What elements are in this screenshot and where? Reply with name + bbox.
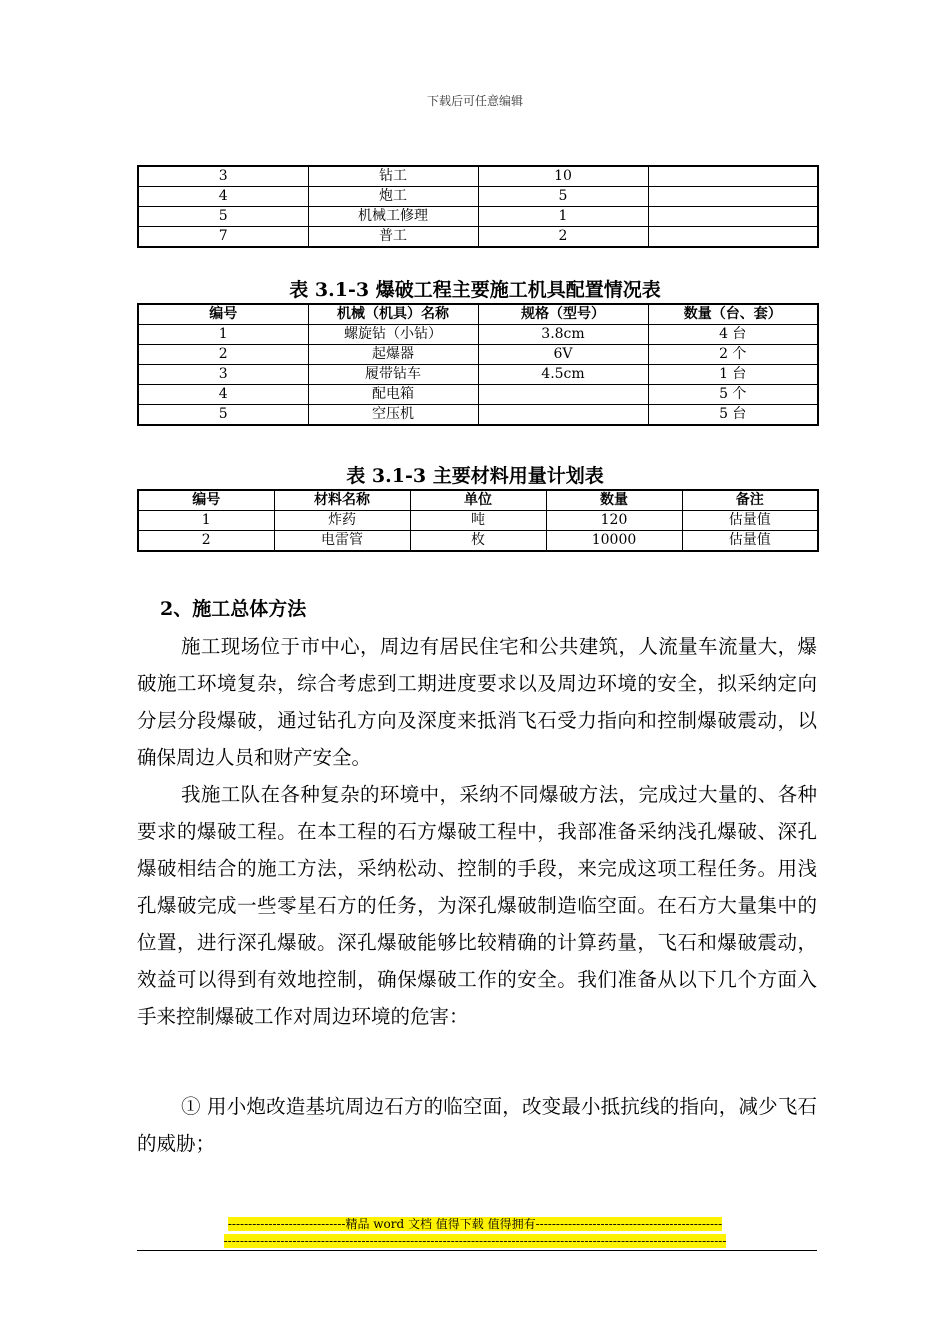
table-cell: 空压机 [308,405,478,426]
table-cell: 履带钻车 [308,365,478,385]
table-cell: 5 [478,187,648,207]
table-cell: 2 [138,345,308,365]
column-header: 编号 [138,490,274,511]
table-cell: 3 [138,166,308,187]
table-cell [478,405,648,426]
table-row [138,405,818,426]
table-cell: 5 个 [648,385,818,405]
column-header: 编号 [138,304,308,325]
footer-dashes-text: ---------------------------------------------------------------------------------------------------------------------------- [223,1234,727,1248]
table-cell: 3.8cm [478,325,648,345]
table-row [138,385,818,405]
table-row [138,345,818,365]
footer-banner [0,1216,950,1232]
column-header: 备注 [682,490,818,511]
table-cell: 2 [478,227,648,248]
body-paragraph: 我施工队在各种复杂的环境中，采纳不同爆破方法，完成过大量的、各种要求的爆破工程。在本工程的石方爆破工程中，我部准备采纳浅孔爆破、深孔爆破相结合的施工方法，采纳松动、控制的手段，来完成这项工程任务。用浅孔爆破完成一些零星石方的任务，为深孔爆破制造临空面。在石方大量集中的位置，进行深孔爆破。深孔爆破能够比较精确的计算药量，飞石和爆破震动，效益可以得到有效地控制，确保爆破工作的安全。我们准备从以下几个方面入手来控制爆破工作对周边环境的危害： [137,783,817,1028]
table-cell: 普工 [308,227,478,248]
table-cell: 炮工 [308,187,478,207]
table-cell [478,385,648,405]
table-cell: 机械工修理 [308,207,478,227]
table-header-row [138,304,818,325]
table-cell: 枚 [410,531,546,552]
table-cell: 6V [478,345,648,365]
table-cell: 钻工 [308,166,478,187]
table-cell: 4 [138,187,308,207]
footer-banner-text: -----------------------------精品 word 文档 值得下载 值得拥有---------------------------------------------- [227,1217,723,1231]
table-cell: 4 [138,385,308,405]
table-cell: 7 [138,227,308,248]
table-cell: 1 [138,325,308,345]
table-cell: 5 [138,405,308,426]
table-cell [648,227,818,248]
staffing-table [137,165,819,248]
materials-table-caption: 表 3.1-3 主要材料用量计划表 [346,465,604,487]
table-cell: 120 [546,511,682,531]
table-cell: 1 [138,511,274,531]
table-cell: 吨 [410,511,546,531]
footer-dashes [0,1233,950,1249]
table-header-row [138,490,818,511]
equipment-table-caption: 表 3.1-3 爆破工程主要施工机具配置情况表 [289,279,661,301]
table-row [138,207,818,227]
table-row [138,365,818,385]
table-row [138,227,818,248]
body-paragraph: 施工现场位于市中心，周边有居民住宅和公共建筑，人流量车流量大，爆破施工环境复杂，综合考虑到工期进度要求以及周边环境的安全，拟采纳定向分层分段爆破，通过钻孔方向及深度来抵消飞石受力指向和控制爆破震动，以确保周边人员和财产安全。 [137,635,817,769]
table-cell: 螺旋钻（小钻） [308,325,478,345]
header-note: 下载后可任意编辑 [426,94,523,108]
column-header: 规格（型号） [478,304,648,325]
table-cell: 2 个 [648,345,818,365]
table-cell: 电雷管 [274,531,410,552]
table-cell: 10000 [546,531,682,552]
table-cell: 1 [478,207,648,227]
footer-rule [137,1250,817,1251]
section-heading: 2、施工总体方法 [160,598,307,620]
table-row [138,166,818,187]
body-paragraph: ① 用小炮改造基坑周边石方的临空面，改变最小抵抗线的指向，减少飞石的威胁； [137,1095,817,1155]
table-cell: 10 [478,166,648,187]
table-cell: 起爆器 [308,345,478,365]
column-header: 数量 [546,490,682,511]
table-cell: 配电箱 [308,385,478,405]
column-header: 单位 [410,490,546,511]
equipment-table [137,303,819,426]
column-header: 机械（机具）名称 [308,304,478,325]
table-cell [648,207,818,227]
table-cell: 2 [138,531,274,552]
table-cell: 4.5cm [478,365,648,385]
table-cell: 炸药 [274,511,410,531]
table-row [138,187,818,207]
table-cell: 1 台 [648,365,818,385]
table-row [138,531,818,552]
table-cell: 5 [138,207,308,227]
column-header: 数量（台、套） [648,304,818,325]
table-row [138,511,818,531]
column-header: 材料名称 [274,490,410,511]
table-cell: 5 台 [648,405,818,426]
table-cell [648,187,818,207]
table-cell: 4 台 [648,325,818,345]
table-cell: 估量值 [682,531,818,552]
table-row [138,325,818,345]
table-cell: 3 [138,365,308,385]
materials-table [137,489,819,552]
table-cell [648,166,818,187]
table-cell: 估量值 [682,511,818,531]
